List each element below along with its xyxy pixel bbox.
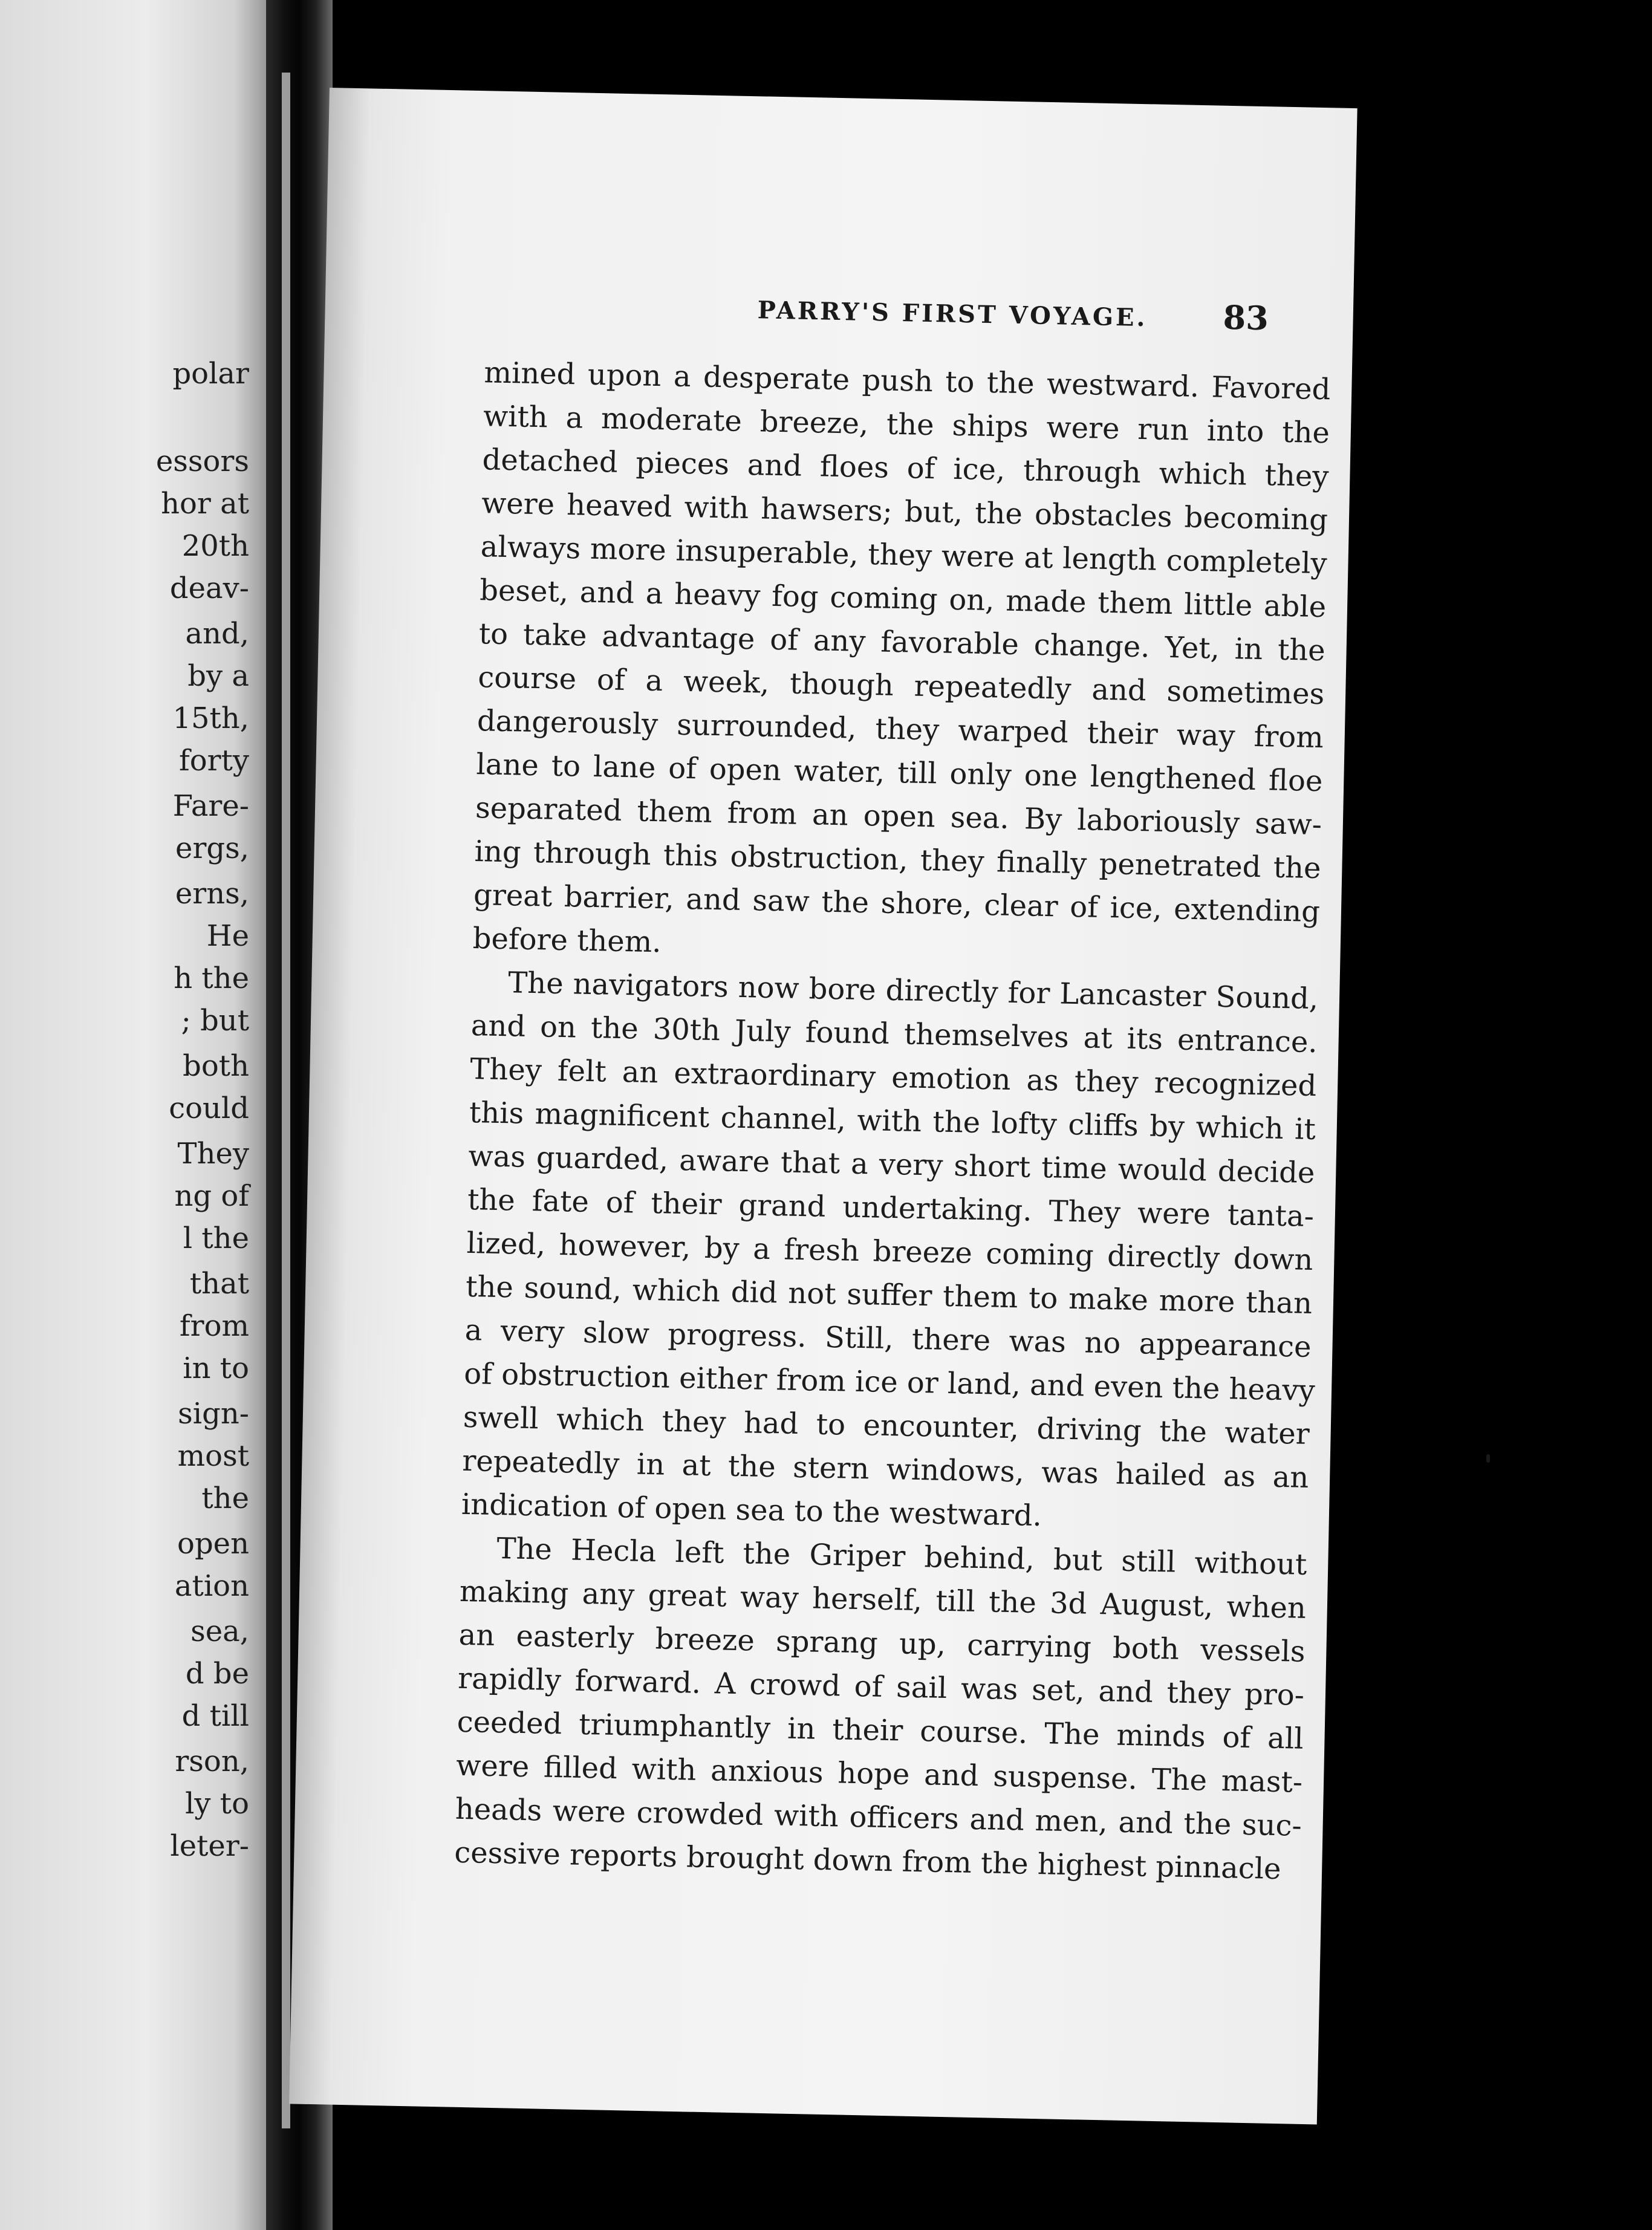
text-line: cessive reports brought down from the highest pinnacle bbox=[454, 1835, 1281, 1887]
page-number: 83 bbox=[1223, 297, 1269, 338]
text-line: separated them from an open sea. By laboriously saw- bbox=[475, 791, 1322, 842]
left-page-fragment: polar bbox=[172, 357, 249, 391]
left-page-fragment: the bbox=[201, 1481, 249, 1515]
left-page-fragment: 15th, bbox=[172, 701, 249, 735]
right-page bbox=[289, 88, 1358, 2124]
text-line: lane to lane of open water, till only one lengthened floe bbox=[476, 747, 1323, 799]
left-page-fragment: ly to bbox=[185, 1787, 249, 1821]
text-line: and on the 30th July found themselves at its entrance. bbox=[470, 1009, 1318, 1060]
text-line: was guarded, aware that a very short time would decide bbox=[468, 1139, 1315, 1191]
paragraph bbox=[472, 351, 1331, 977]
text-line: were filled with anxious hope and suspense. The mast- bbox=[455, 1748, 1303, 1799]
text-line: The Hecla left the Griper behind, but still without bbox=[496, 1532, 1307, 1582]
left-page-fragment: most bbox=[177, 1439, 249, 1473]
text-line: mined upon a desperate push to the westward. Favored bbox=[484, 356, 1331, 407]
text-line: indication of open sea to the westward. bbox=[461, 1487, 1042, 1533]
left-page-fragment: open bbox=[177, 1527, 249, 1561]
left-page-fragment: Fare- bbox=[172, 789, 249, 823]
left-page-fragment: He bbox=[206, 919, 249, 953]
left-page-fragment: ergs, bbox=[175, 831, 249, 865]
left-page-fragment: h the bbox=[174, 961, 249, 995]
text-line: swell which they had to encounter, driving the water bbox=[463, 1400, 1310, 1451]
left-page-fragment: ation bbox=[174, 1569, 249, 1603]
left-page-fragment: d be bbox=[185, 1657, 249, 1691]
left-page-fragment: l the bbox=[183, 1221, 249, 1255]
left-page-fragment: forty bbox=[178, 744, 249, 778]
left-page-fragment: in to bbox=[183, 1351, 249, 1385]
left-page-fragment: essors bbox=[155, 444, 249, 478]
left-page-fragment: ; but bbox=[181, 1004, 249, 1038]
scan-speck bbox=[1486, 1454, 1490, 1463]
paragraph bbox=[454, 1526, 1307, 1891]
text-line: rapidly forward. A crowd of sail was set, and they pro- bbox=[457, 1661, 1305, 1712]
text-line: The navigators now bore directly for Lancaster Sound, bbox=[507, 966, 1319, 1016]
text-line: before them. bbox=[472, 922, 662, 960]
text-line: repeatedly in at the stern windows, was hailed as an bbox=[461, 1443, 1309, 1495]
running-head: PARRY'S FIRST VOYAGE. bbox=[757, 296, 1148, 333]
left-page-fragment: 20th bbox=[181, 529, 249, 563]
text-line: a very slow progress. Still, there was no appearance bbox=[464, 1313, 1312, 1364]
left-page-fragment: sign- bbox=[178, 1397, 249, 1431]
left-page-fragment: hor at bbox=[161, 487, 249, 521]
left-page-fragment: both bbox=[183, 1049, 249, 1083]
left-page-fragment: by a bbox=[187, 659, 249, 693]
text-line: this magnificent channel, with the lofty cliffs by which it bbox=[469, 1095, 1316, 1147]
text-line: course of a week, though repeatedly and sometimes bbox=[477, 660, 1325, 712]
left-page-fragment: rson, bbox=[175, 1744, 249, 1778]
text-line: always more insuperable, they were at length completely bbox=[480, 530, 1328, 581]
text-line: beset, and a heavy fog coming on, made them little able bbox=[479, 573, 1327, 625]
text-line: the fate of their grand undertaking. They were tanta- bbox=[467, 1182, 1315, 1234]
page-edge bbox=[282, 73, 290, 2128]
text-line: with a moderate breeze, the ships were run into the bbox=[483, 399, 1330, 450]
paragraph bbox=[461, 960, 1319, 1543]
text-line: They felt an extraordinary emotion as they recognized bbox=[469, 1052, 1317, 1104]
left-page-fragment: d till bbox=[181, 1699, 249, 1733]
left-page-fragment: deav- bbox=[169, 571, 249, 605]
text-line: ing through this obstruction, they finally penetrated the bbox=[474, 834, 1321, 886]
left-page bbox=[0, 0, 266, 2230]
left-page-fragment: from bbox=[179, 1309, 249, 1343]
text-line: to take advantage of any favorable change. Yet, in the bbox=[478, 617, 1326, 668]
text-line: of obstruction either from ice or land, and even the heavy bbox=[463, 1356, 1316, 1408]
left-page-fragment: ng of bbox=[174, 1179, 249, 1213]
text-line: making any great way herself, till the 3d August, when bbox=[459, 1574, 1307, 1625]
body-text bbox=[454, 351, 1331, 1891]
text-line: great barrier, and saw the shore, clear of ice, extending bbox=[473, 878, 1321, 929]
left-page-fragment: leter- bbox=[170, 1829, 249, 1863]
text-line: detached pieces and floes of ice, through which they bbox=[482, 443, 1329, 494]
left-page-fragment: sea, bbox=[190, 1614, 249, 1648]
left-page-fragment: erns, bbox=[175, 877, 249, 911]
text-line: dangerously surrounded, they warped their way from bbox=[476, 704, 1324, 755]
left-page-fragment: They bbox=[177, 1137, 249, 1171]
text-line: lized, however, by a fresh breeze coming directly down bbox=[466, 1226, 1313, 1278]
text-line: were heaved with hawsers; but, the obstacles becoming bbox=[481, 486, 1328, 538]
text-line: the sound, which did not suffer them to make more than bbox=[465, 1269, 1313, 1321]
text-line: an easterly breeze sprang up, carrying both vessels bbox=[458, 1617, 1306, 1669]
left-page-fragment: and, bbox=[185, 617, 249, 651]
left-page-fragment: that bbox=[189, 1267, 249, 1301]
text-line: ceeded triumphantly in their course. The minds of all bbox=[457, 1705, 1304, 1756]
left-page-fragment: could bbox=[169, 1091, 249, 1125]
text-line: heads were crowded with officers and men, and the suc- bbox=[455, 1792, 1302, 1843]
